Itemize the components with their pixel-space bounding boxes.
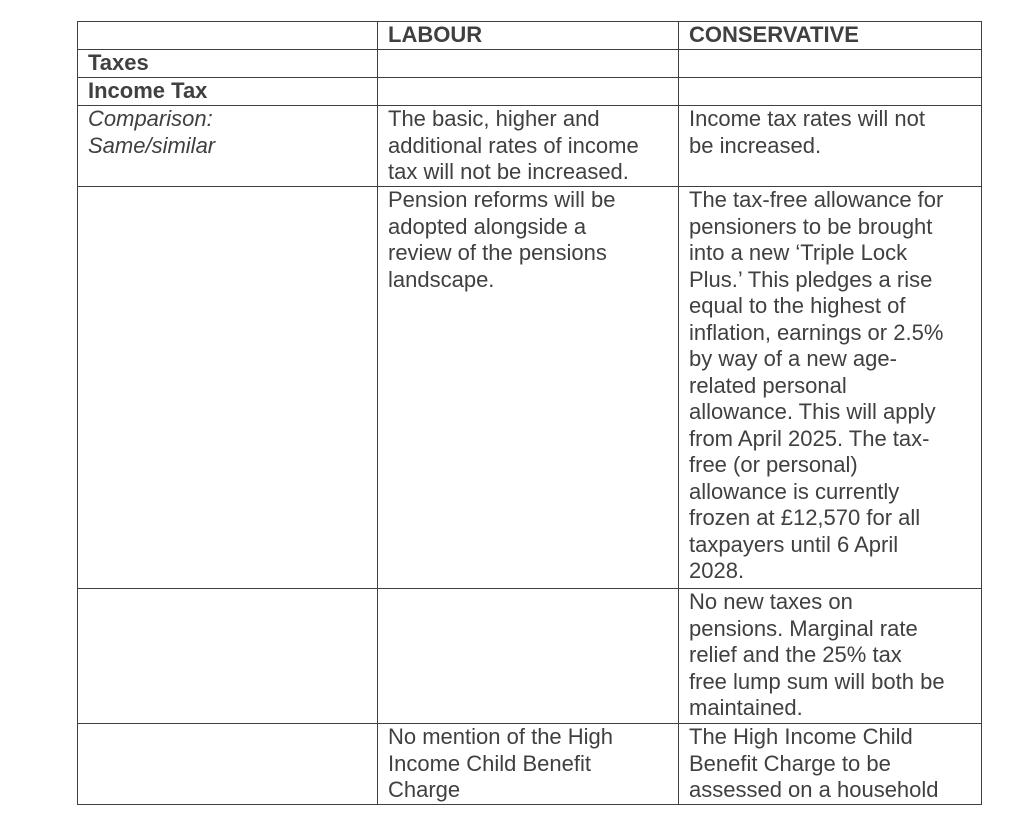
cell-line: into a new ‘Triple Lock <box>689 240 908 265</box>
cell-line: No new taxes on <box>689 589 853 614</box>
cell-line: adopted alongside a <box>388 213 587 239</box>
conservative-pension-cell <box>679 187 982 589</box>
table-row <box>78 724 982 805</box>
header-conservative: CONSERVATIVE <box>679 22 982 50</box>
cell-line: relief and the 25% tax <box>689 642 902 667</box>
cell-line: be increased. <box>689 132 822 158</box>
policy-comparison-table <box>77 21 982 805</box>
cell-line: review of the pensions <box>388 240 607 265</box>
table-row <box>78 589 982 724</box>
conservative-pension-taxes-cell <box>679 589 982 724</box>
cell-line: pensioners to be brought <box>689 213 933 239</box>
cell-line: Pension reforms will be <box>388 187 616 212</box>
conservative-hicbc-cell <box>679 724 982 805</box>
conservative-income-tax-cell <box>679 106 982 187</box>
cell-line: assessed on a household <box>689 777 939 802</box>
cell-line: landscape. <box>388 266 495 292</box>
comparison-label-cell <box>78 106 378 187</box>
cell-line: equal to the highest of <box>689 293 906 318</box>
cell-line: from April 2025. The tax- <box>689 425 930 451</box>
cell-line: allowance is currently <box>689 478 900 504</box>
labour-income-tax-cell <box>378 106 679 187</box>
table-cell-empty <box>378 50 679 78</box>
table-row <box>78 50 982 78</box>
cell-line: The High Income Child <box>689 724 913 749</box>
table-cell-empty <box>78 589 378 724</box>
section-income-tax: Income Tax <box>78 78 378 106</box>
table-cell-empty <box>78 187 378 589</box>
header-labour: LABOUR <box>378 22 679 50</box>
section-taxes: Taxes <box>78 50 378 78</box>
cell-line: maintained. <box>689 695 803 720</box>
cell-line: additional rates of income <box>388 132 639 158</box>
comparison-label: Comparison: <box>88 106 213 131</box>
cell-line: Plus.’ This pledges a rise <box>689 266 933 292</box>
cell-line: Income tax rates will not <box>689 106 925 131</box>
cell-line: 2028. <box>689 558 745 583</box>
table-cell-empty <box>679 78 982 106</box>
table-header-row <box>78 22 982 50</box>
table-row <box>78 78 982 106</box>
cell-line: Charge <box>388 777 461 802</box>
cell-line: Income Child Benefit <box>388 750 591 776</box>
cell-line: No mention of the High <box>388 724 614 749</box>
comparison-value: Same/similar <box>88 132 216 158</box>
cell-line: related personal <box>689 372 847 398</box>
cell-line: Benefit Charge to be <box>689 750 891 776</box>
cell-line: frozen at £12,570 for all <box>689 505 921 530</box>
cell-line: free lump sum will both be <box>689 668 945 694</box>
cell-line: by way of a new age- <box>689 346 897 371</box>
labour-pension-cell <box>378 187 679 589</box>
cell-line: pensions. Marginal rate <box>689 615 918 641</box>
table-cell-empty <box>378 78 679 106</box>
table-cell-empty <box>679 50 982 78</box>
cell-line: The tax-free allowance for <box>689 187 944 212</box>
cell-line: tax will not be increased. <box>388 159 629 184</box>
cell-line: free (or personal) <box>689 452 858 477</box>
cell-line: The basic, higher and <box>388 106 600 131</box>
cell-line: inflation, earnings or 2.5% <box>689 319 944 345</box>
table-row <box>78 106 982 187</box>
header-empty-cell <box>78 22 378 50</box>
table-cell-empty <box>378 589 679 724</box>
cell-line: allowance. This will apply <box>689 399 936 424</box>
table-row <box>78 187 982 589</box>
table-cell-empty <box>78 724 378 805</box>
labour-hicbc-cell <box>378 724 679 805</box>
cell-line: taxpayers until 6 April <box>689 531 899 557</box>
